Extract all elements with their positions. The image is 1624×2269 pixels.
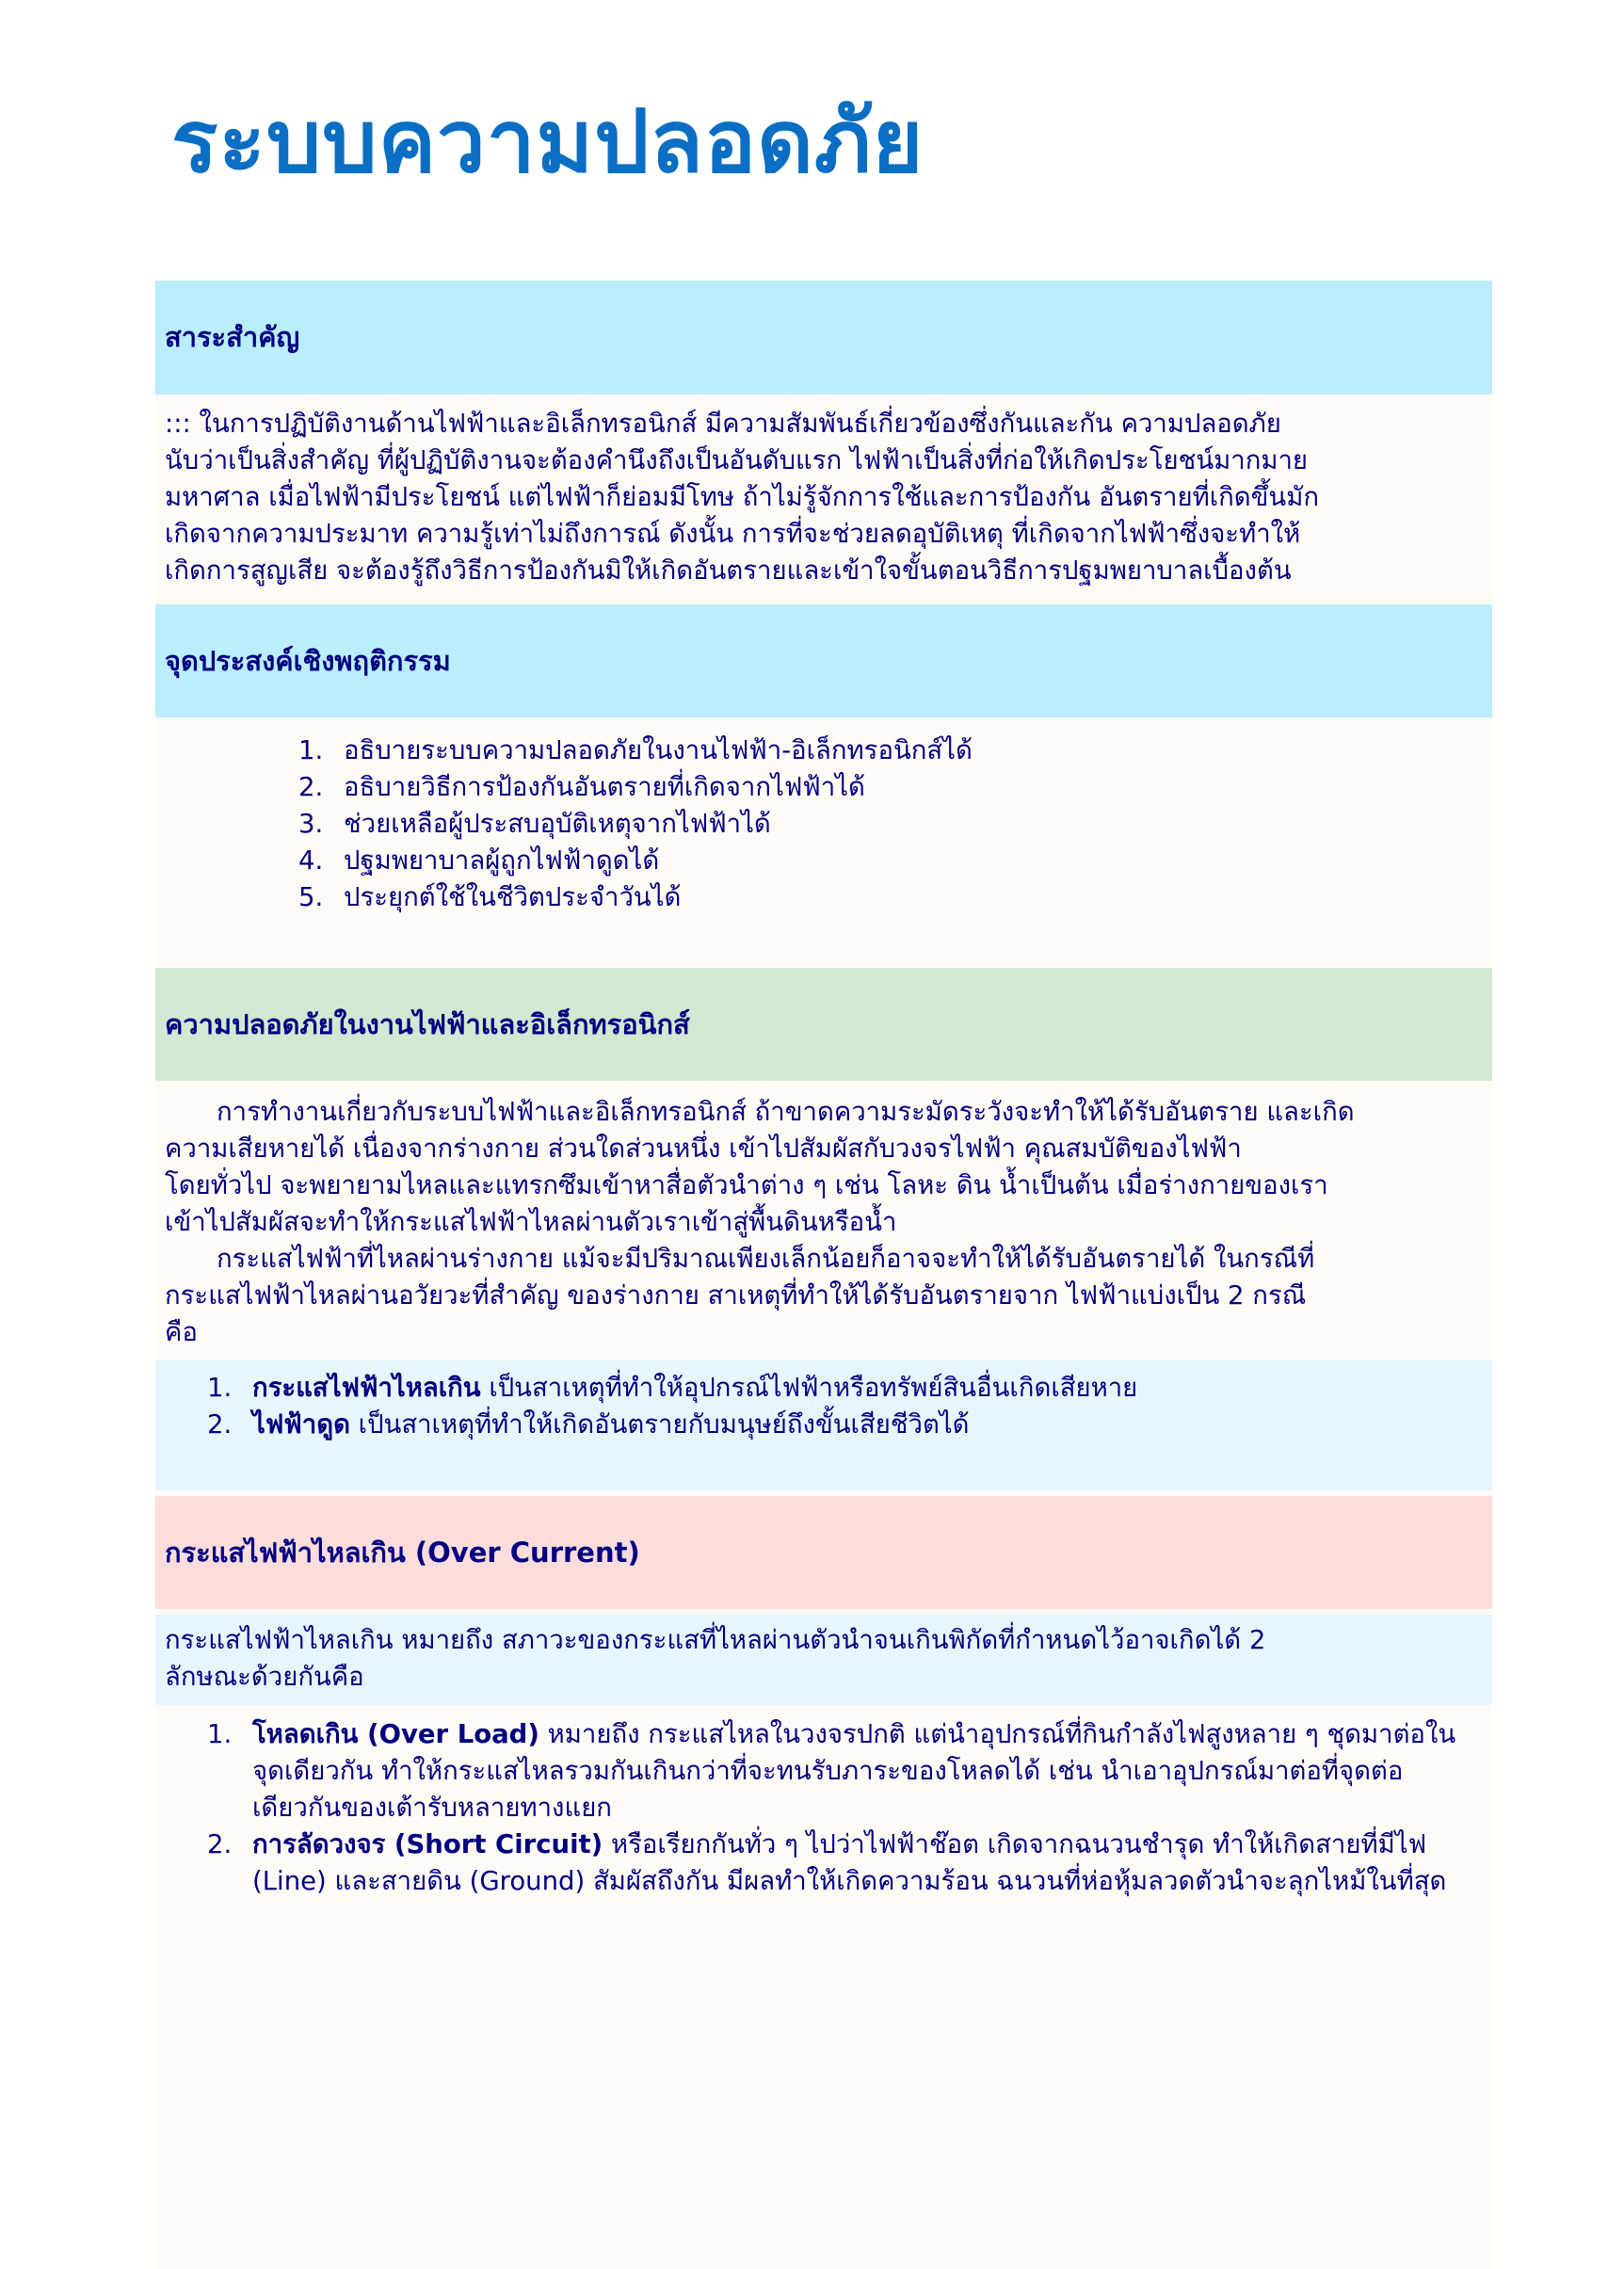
essence-line: นับว่าเป็นสิ่งสำคัญ ที่ผู้ปฏิบัติงานจะต้องคำนึงถึงเป็นอันดับแรก ไฟฟ้าเป็นสิ่งที่ก่อให้เกิดประโยชน์มากมาย [165,445,1309,475]
document-title: ระบบความปลอดภัย [171,91,925,192]
causes-section [155,1360,1492,1490]
essence-line: เกิดจากความประมาท ความรู้เท่าไม่ถึงการณ์ ดังนั้น การที่จะช่วยลดอุบัติเหตุ ที่เกิดจากไฟฟ้าซึ่งจะทำให้ [165,519,1301,549]
safety-para2-line: คือ [165,1317,198,1347]
essence-heading: สาระสำคัญ [165,321,300,354]
cause-item: 1. กระแสไฟฟ้าไหลเกิน เป็นสาเหตุที่ทำให้อุปกรณ์ไฟฟ้าหรือทรัพย์สินอื่นเกิดเสียหาย [207,1373,1138,1403]
objective-item: 2. อธิบายวิธีการป้องกันอันตรายที่เกิดจากไฟฟ้าได้ [298,772,865,802]
objectives-list [155,717,1492,916]
section-header-overcurrent [155,1496,1492,1609]
safety-para1-line: การทำงานเกี่ยวกับระบบไฟฟ้าและอิเล็กทรอนิกส์ ถ้าขาดความระมัดระวังจะทำให้ได้รับอันตราย และเกิด [217,1097,1355,1127]
causes-list [155,1360,1492,1453]
safety-para2-line: กระแสไฟฟ้าที่ไหลผ่านร่างกาย แม้จะมีปริมาณเพียงเล็กน้อยก็อาจจะทำให้ได้รับอันตรายได้ ในกรณีที่ [217,1244,1315,1274]
objectives-heading: จุดประสงค์เชิงพฤติกรรม [165,644,451,677]
objective-item: 3. ช่วยเหลือผู้ประสบอุบัติเหตุจากไฟฟ้าได้ [298,809,771,839]
safety-para2-line: กระแสไฟฟ้าไหลผ่านอวัยวะที่สำคัญ ของร่างกาย สาเหตุที่ทำให้ได้รับอันตรายจาก ไฟฟ้าแบ่งเป็น 2 กรณี [165,1280,1307,1311]
section-header-essence [155,281,1492,394]
section-header-safety [155,968,1492,1081]
overcurrent-type-item: 1. โหลดเกิน (Over Load) หมายถึง กระแสไหลในวงจรปกติ แต่นำอุปกรณ์ที่กินกำลังไฟสูงหลาย ๆ ชุดมาต่อในจุดเดียวกัน ทำให้กระแสไหลรวมกันเกินกว่าที่จะทนรับภาระของโหลดได้ เช่น นำเอาอุปกรณ์มาต่อที่จุดต่อเดียวกันของเต้ารับหลายทางแยก [207,1719,1456,1823]
safety-heading: ความปลอดภัยในงานไฟฟ้าและอิเล็กทรอนิกส์ [165,1007,690,1040]
safety-para1-line: โดยทั่วไป จะพยายามไหลและแทรกซึมเข้าหาสื่อตัวนำต่าง ๆ เช่น โลหะ ดิน น้ำเป็นต้น เมื่อร่างกายของเรา [165,1170,1328,1200]
document-body [155,281,1492,2269]
overcurrent-definition-line: กระแสไฟฟ้าไหลเกิน หมายถึง สภาวะของกระแสที่ไหลผ่านตัวนำจนเกินพิกัดที่กำหนดไว้อาจเกิดได้ 2 [165,1625,1266,1655]
overcurrent-definition [155,1615,1492,1705]
objectives-section [155,717,1492,968]
safety-para1-line: ความเสียหายได้ เนื่องจากร่างกาย ส่วนใดส่วนหนึ่ง เข้าไปสัมผัสกับวงจรไฟฟ้า คุณสมบัติของไฟฟ้า [165,1134,1242,1164]
overcurrent-type-term: การลัดวงจร (Short Circuit) [252,1829,603,1859]
essence-paragraph [155,394,1492,604]
overcurrent-types-list [155,1705,1492,1900]
safety-paragraphs [155,1081,1492,1360]
safety-para1-line: เข้าไปสัมผัสจะทำให้กระแสไฟฟ้าไหลผ่านตัวเราเข้าสู่พื้นดินหรือน้ำ [165,1207,897,1237]
essence-line: มหาศาล เมื่อไฟฟ้ามีประโยชน์ แต่ไฟฟ้าก็ย่อมมีโทษ ถ้าไม่รู้จักการใช้และการป้องกัน อันตรายที่เกิดขึ้นมัก [165,482,1320,512]
objective-item: 5. ประยุกต์ใช้ในชีวิตประจำวันได้ [298,882,682,912]
objective-item: 1. อธิบายระบบความปลอดภัยในงานไฟฟ้า-อิเล็กทรอนิกส์ได้ [298,735,973,765]
overcurrent-heading: กระแสไฟฟ้าไหลเกิน (Over Current) [165,1536,640,1569]
objective-item: 4. ปฐมพยาบาลผู้ถูกไฟฟ้าดูดได้ [298,845,660,876]
section-header-objectives [155,604,1492,717]
overcurrent-type-term: โหลดเกิน (Over Load) [252,1719,539,1749]
overcurrent-type-item: 2. การลัดวงจร (Short Circuit) หรือเรียกกันทั่ว ๆ ไปว่าไฟฟ้าช๊อต เกิดจากฉนวนชำรุด ทำให้เกิดสายที่มีไฟ (Line) และสายดิน (Ground) สัมผัสถึงกัน มีผลทำให้เกิดความร้อน ฉนวนที่ห่อหุ้มลวดตัวนำจะลุกไหม้ในที่สุด [207,1829,1447,1896]
essence-line: ::: ในการปฏิบัติงานด้านไฟฟ้าและอิเล็กทรอนิกส์ มีความสัมพันธ์เกี่ยวข้องซึ่งกันและกัน ความปลอดภัย [165,409,1281,439]
overcurrent-definition-line: ลักษณะด้วยกันคือ [165,1662,364,1692]
cause-term: กระแสไฟฟ้าไหลเกิน [252,1373,481,1403]
cause-item: 2. ไฟฟ้าดูด เป็นสาเหตุที่ทำให้เกิดอันตรายกับมนุษย์ถึงขั้นเสียชีวิตได้ [207,1409,970,1440]
essence-line: เกิดการสูญเสีย จะต้องรู้ถึงวิธีการป้องกันมิให้เกิดอันตรายและเข้าใจขั้นตอนวิธีการปฐมพยาบาลเบื้องต้น [165,555,1292,586]
cause-term: ไฟฟ้าดูด [252,1409,350,1440]
